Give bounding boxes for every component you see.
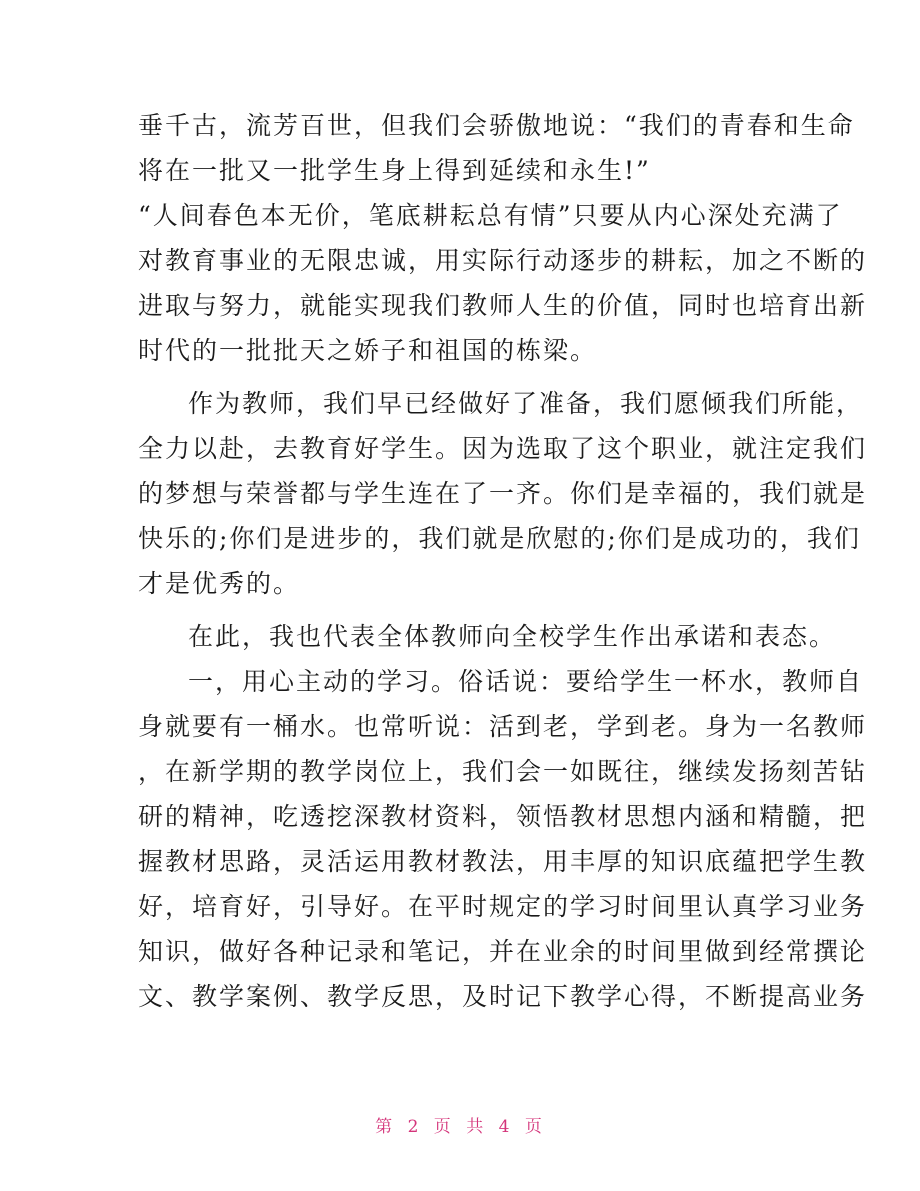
total-page-count: 4 xyxy=(498,1117,513,1137)
text-line: 握教材思路，灵活运用教材教法，用丰厚的知识底蕴把学生教 xyxy=(138,847,868,876)
text-line: 研的精神，吃透挖深教材资料，领悟教材思想内涵和精髓，把 xyxy=(138,802,868,831)
text-line: 将在一批又一批学生身上得到延续和永生!” xyxy=(138,156,651,185)
footer-suffix: 页 xyxy=(524,1117,545,1137)
footer-total-word: 共 xyxy=(466,1117,487,1137)
text-line: 在此，我也代表全体教师向全校学生作出承诺和表态。 xyxy=(188,622,837,651)
document-body xyxy=(138,103,868,1019)
text-line: 一，用心主动的学习。俗话说：要给学生一杯水，教师自 xyxy=(188,667,864,696)
page-footer xyxy=(0,1112,920,1137)
text-line: ，在新学期的教学岗位上，我们会一如既往，继续发扬刻苦钻 xyxy=(138,757,868,786)
text-line: 垂千古，流芳百世，但我们会骄傲地说：“我们的青春和生命 xyxy=(138,111,855,140)
text-line: “人间春色本无价，笔底耕耘总有情”只要从内心深处充满了 xyxy=(138,201,843,230)
text-line: 才是优秀的。 xyxy=(138,569,301,598)
text-line: 好，培育好，引导好。在平时规定的学习时间里认真学习业务 xyxy=(138,892,868,921)
footer-page-word: 页 xyxy=(433,1117,454,1137)
text-line: 进取与努力，就能实现我们教师人生的价值，同时也培育出新 xyxy=(138,291,868,320)
footer-prefix: 第 xyxy=(375,1117,396,1137)
text-line: 快乐的;你们是进步的，我们就是欣慰的;你们是成功的，我们 xyxy=(138,524,861,553)
text-line: 身就要有一桶水。也常听说：活到老，学到老。身为一名教师 xyxy=(138,712,868,741)
text-line: 全力以赴，去教育好学生。因为选取了这个职业，就注定我们 xyxy=(138,434,868,463)
text-line: 对教育事业的无限忠诚，用实际行动逐步的耕耘，加之不断的 xyxy=(138,246,868,275)
text-line: 文、教学案例、教学反思，及时记下教学心得，不断提高业务 xyxy=(138,982,868,1011)
text-line: 作为教师，我们早已经做好了准备，我们愿倾我们所能， xyxy=(188,389,864,418)
text-line: 知识，做好各种记录和笔记，并在业余的时间里做到经常撰论 xyxy=(138,937,868,966)
current-page-number: 2 xyxy=(407,1117,422,1137)
text-line: 时代的一批批天之娇子和祖国的栋梁。 xyxy=(138,336,598,365)
text-line: 的梦想与荣誉都与学生连在了一齐。你们是幸福的，我们就是 xyxy=(138,479,868,508)
